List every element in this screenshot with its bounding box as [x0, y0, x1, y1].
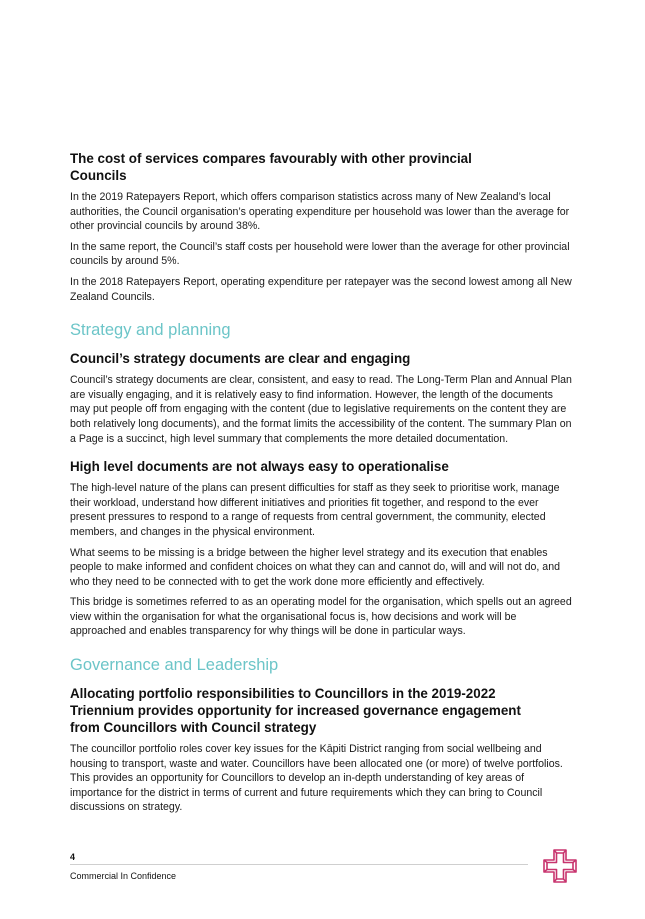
paragraph: The councillor portfolio roles cover key issues for the Kāpiti District ranging from social wellbeing and housing to transport, waste and water. Councillors have been allocated one (or more) of twelve portfolios. This provides an opportunity for Councillors to develop an in-depth understanding of key areas of importance for the district in terms of current and future requirements which they can bring to Council discussions on strategy. — [70, 743, 563, 814]
paragraph: Council’s strategy documents are clear, consistent, and easy to read. The Long-Term Plan and Annual Plan are visually engaging, and it is relatively easy to find information. However, the length of the documents may put people off from engaging with the content (due to legislative requirements on the content they are both relatively long documents), and the format limits the accessibility of the content. The summary Plan on a Page is a succinct, high level summary that complements the more detailed documentation. — [70, 374, 572, 445]
subheading-strategy-operationalise: High level documents are not always easy to operationalise — [70, 459, 449, 475]
paragraph: What seems to be missing is a bridge between the higher level strategy and its execution that enables people to make informed and confident choices on what they can and cannot do, will and will not do, and who they need to be connected with to get the work done more efficiently and effectively. — [70, 546, 560, 588]
paragraph: In the same report, the Council’s staff costs per household were lower than the average for other provincial councils by around 5%. — [70, 240, 570, 268]
subheading-governance-portfolio: Allocating portfolio responsibilities to Councillors in the 2019-2022 Triennium provides opportunity for increased governance engagement from Councillors with Council strategy — [70, 686, 521, 736]
section-governance — [70, 655, 575, 815]
footer-divider — [70, 864, 528, 865]
section-cost — [70, 150, 575, 304]
paragraph: The high-level nature of the plans can present difficulties for staff as they seek to prioritise work, manage their workload, understand how different initiatives and priorities fit together, and respond to the ever present pressures to respond to a range of requests from central government, the community, elected members, and changes in the physical environment. — [70, 482, 560, 538]
paragraph: In the 2018 Ratepayers Report, operating expenditure per ratepayer was the second lowest among all New Zealand Councils. — [70, 275, 572, 303]
section-title-cost: The cost of services compares favourably with other provincial Councils — [70, 151, 472, 183]
paragraph: This bridge is sometimes referred to as an operating model for the organisation, which spells out an agreed view within the organisation for what the organisational focus is, how decisions and work will be approached and enables transparency for why things will be done in particular ways. — [70, 596, 572, 638]
heading-strategy: Strategy and planning — [70, 321, 231, 340]
section-strategy — [70, 320, 575, 639]
subheading-strategy-clear: Council’s strategy documents are clear and engaging — [70, 351, 411, 367]
cross-logo-icon — [542, 848, 578, 884]
confidentiality-label: Commercial In Confidence — [70, 871, 177, 881]
heading-governance: Governance and Leadership — [70, 656, 279, 675]
paragraph: In the 2019 Ratepayers Report, which offers comparison statistics across many of New Zealand’s local authorities, the Council organisation’s operating expenditure per household was lower than the average for other provincial councils by around 38%. — [70, 191, 570, 233]
document-body — [70, 150, 575, 821]
page-number: 4 — [70, 852, 76, 862]
